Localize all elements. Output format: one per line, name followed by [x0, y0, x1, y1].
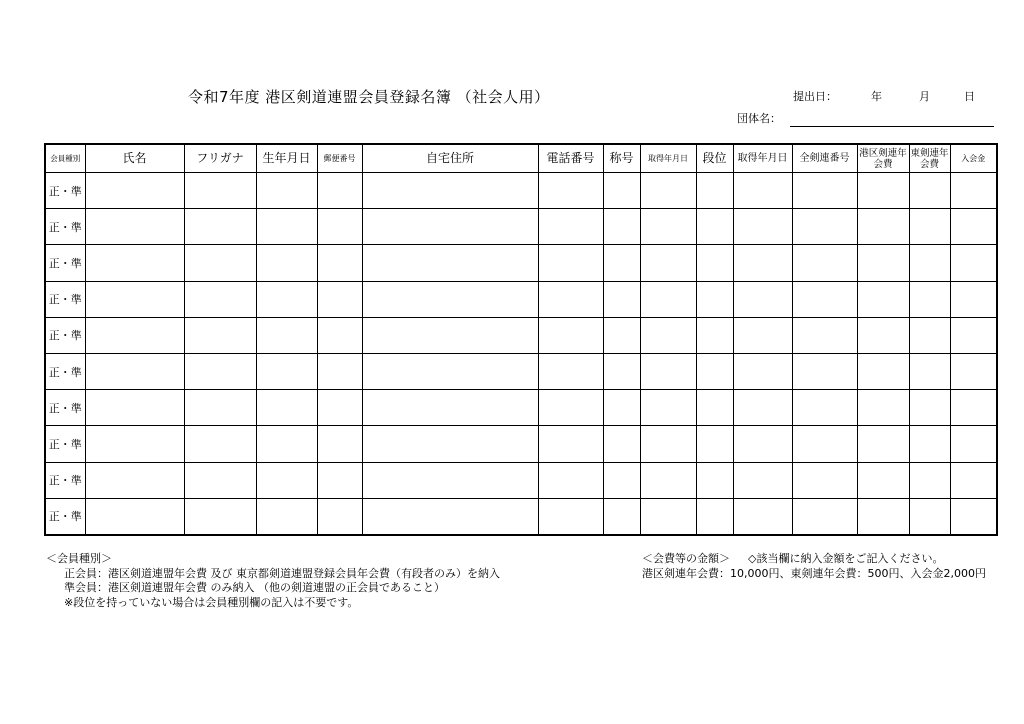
entry-cell[interactable] [85, 426, 184, 462]
entry-cell[interactable] [603, 498, 640, 535]
entry-cell[interactable] [696, 390, 733, 426]
entry-cell[interactable] [696, 498, 733, 535]
entry-cell[interactable] [792, 353, 857, 389]
submit-year-label: 年 [871, 90, 882, 103]
entry-cell[interactable] [184, 390, 256, 426]
entry-cell[interactable] [362, 462, 538, 498]
entry-cell[interactable] [538, 390, 603, 426]
entry-cell[interactable] [733, 353, 792, 389]
entry-cell[interactable] [362, 317, 538, 353]
col-minato-fee: 港区剣連年会費 [857, 144, 909, 173]
col-rank: 段位 [696, 144, 733, 173]
col-name: 氏名 [85, 144, 184, 173]
table-row [45, 173, 997, 209]
entry-cell[interactable] [950, 317, 997, 353]
entry-cell[interactable] [909, 281, 950, 317]
entry-cell[interactable] [603, 173, 640, 209]
entry-cell[interactable] [950, 281, 997, 317]
entry-cell[interactable] [640, 426, 696, 462]
entry-cell[interactable] [85, 462, 184, 498]
entry-cell[interactable] [317, 317, 362, 353]
entry-cell[interactable] [733, 498, 792, 535]
entry-cell[interactable] [538, 498, 603, 535]
fee-amounts: 港区剣連年会費：10,000円、東剣連年会費：500円、入会金2,000円 [642, 566, 986, 580]
entry-cell[interactable] [85, 281, 184, 317]
entry-cell[interactable] [792, 317, 857, 353]
col-furigana: フリガナ [184, 144, 256, 173]
entry-cell[interactable] [184, 209, 256, 245]
submit-day-label: 日 [964, 90, 975, 103]
table-row [45, 426, 997, 462]
entry-cell[interactable] [85, 317, 184, 353]
entry-cell[interactable] [85, 353, 184, 389]
entry-cell[interactable] [909, 353, 950, 389]
entry-cell[interactable] [603, 462, 640, 498]
entry-cell[interactable] [696, 209, 733, 245]
entry-cell[interactable] [362, 498, 538, 535]
entry-cell[interactable] [640, 173, 696, 209]
entry-cell[interactable] [538, 462, 603, 498]
entry-cell[interactable] [362, 173, 538, 209]
entry-cell[interactable] [857, 426, 909, 462]
entry-cell[interactable] [950, 390, 997, 426]
entry-cell[interactable] [538, 317, 603, 353]
entry-cell[interactable] [909, 498, 950, 535]
entry-cell[interactable] [603, 353, 640, 389]
entry-cell[interactable] [950, 498, 997, 535]
entry-cell[interactable] [317, 462, 362, 498]
entry-cell[interactable] [184, 245, 256, 281]
entry-cell[interactable] [538, 245, 603, 281]
entry-cell[interactable] [640, 317, 696, 353]
entry-cell[interactable] [256, 353, 317, 389]
fee-notes [642, 552, 986, 581]
entry-cell[interactable] [362, 353, 538, 389]
entry-cell[interactable] [256, 317, 317, 353]
page-title: 令和7年度 港区剣道連盟会員登録名簿 （社会人用） [188, 88, 550, 106]
entry-cell[interactable] [733, 281, 792, 317]
entry-cell[interactable] [603, 426, 640, 462]
entry-cell[interactable] [538, 281, 603, 317]
entry-cell[interactable] [857, 462, 909, 498]
entry-cell[interactable] [640, 462, 696, 498]
member-type-cell[interactable]: 正・準 [45, 317, 85, 353]
entry-cell[interactable] [256, 390, 317, 426]
entry-cell[interactable] [256, 281, 317, 317]
table-row [45, 281, 997, 317]
table-row [45, 245, 997, 281]
entry-cell[interactable] [256, 245, 317, 281]
entry-cell[interactable] [317, 353, 362, 389]
col-phone: 電話番号 [538, 144, 603, 173]
entry-cell[interactable] [256, 426, 317, 462]
entry-cell[interactable] [317, 426, 362, 462]
entry-cell[interactable] [950, 209, 997, 245]
entry-cell[interactable] [85, 209, 184, 245]
entry-cell[interactable] [733, 426, 792, 462]
entry-cell[interactable] [362, 281, 538, 317]
entry-cell[interactable] [317, 390, 362, 426]
entry-cell[interactable] [696, 317, 733, 353]
entry-cell[interactable] [538, 353, 603, 389]
member-type-cell[interactable]: 正・準 [45, 462, 85, 498]
entry-cell[interactable] [857, 317, 909, 353]
member-type-cell[interactable]: 正・準 [45, 209, 85, 245]
entry-cell[interactable] [733, 173, 792, 209]
entry-cell[interactable] [733, 317, 792, 353]
table-row [45, 209, 997, 245]
member-type-note: 準会員：港区剣道連盟年会費 のみ納入 （他の剣道連盟の正会員であること） [64, 581, 445, 594]
col-zenkenren-number: 全剣連番号 [792, 144, 857, 173]
entry-cell[interactable] [792, 498, 857, 535]
entry-cell[interactable] [857, 245, 909, 281]
entry-cell[interactable] [640, 498, 696, 535]
entry-cell[interactable] [909, 462, 950, 498]
entry-cell[interactable] [362, 209, 538, 245]
entry-cell[interactable] [256, 462, 317, 498]
group-name-label: 団体名： [737, 112, 781, 125]
entry-cell[interactable] [184, 317, 256, 353]
entry-cell[interactable] [362, 390, 538, 426]
entry-cell[interactable] [950, 426, 997, 462]
entry-cell[interactable] [317, 209, 362, 245]
entry-cell[interactable] [603, 281, 640, 317]
entry-cell[interactable] [184, 462, 256, 498]
entry-cell[interactable] [909, 209, 950, 245]
col-entry-fee: 入会金 [950, 144, 997, 173]
member-type-notes [46, 552, 500, 610]
entry-cell[interactable] [640, 209, 696, 245]
entry-cell[interactable] [256, 209, 317, 245]
entry-cell[interactable] [640, 390, 696, 426]
entry-cell[interactable] [857, 209, 909, 245]
entry-cell[interactable] [950, 353, 997, 389]
entry-cell[interactable] [362, 245, 538, 281]
col-birthdate: 生年月日 [256, 144, 317, 173]
entry-cell[interactable] [696, 462, 733, 498]
member-type-cell[interactable]: 正・準 [45, 426, 85, 462]
entry-cell[interactable] [733, 209, 792, 245]
submit-month-label: 月 [919, 90, 930, 103]
member-type-cell[interactable]: 正・準 [45, 390, 85, 426]
entry-cell[interactable] [696, 426, 733, 462]
entry-cell[interactable] [792, 462, 857, 498]
entry-cell[interactable] [950, 173, 997, 209]
member-type-cell[interactable]: 正・準 [45, 353, 85, 389]
member-type-note: 正会員：港区剣道連盟年会費 及び 東京都剣道連盟登録会員年会費（有段者のみ）を納入 [64, 566, 500, 580]
entry-cell[interactable] [696, 353, 733, 389]
entry-cell[interactable] [792, 426, 857, 462]
entry-cell[interactable] [184, 281, 256, 317]
table-row [45, 317, 997, 353]
member-type-cell[interactable]: 正・準 [45, 498, 85, 535]
entry-cell[interactable] [184, 173, 256, 209]
fee-instruction: ◇該当欄に納入金額をご記入ください。 [748, 552, 944, 565]
entry-cell[interactable] [950, 245, 997, 281]
entry-cell[interactable] [857, 390, 909, 426]
entry-cell[interactable] [317, 173, 362, 209]
entry-cell[interactable] [538, 173, 603, 209]
entry-cell[interactable] [696, 281, 733, 317]
fee-heading: ＜会費等の金額＞ [642, 552, 730, 565]
entry-cell[interactable] [317, 281, 362, 317]
entry-cell[interactable] [640, 245, 696, 281]
entry-cell[interactable] [909, 173, 950, 209]
entry-cell[interactable] [538, 426, 603, 462]
table-row [45, 390, 997, 426]
col-postal-code: 郵便番号 [317, 144, 362, 173]
entry-cell[interactable] [857, 173, 909, 209]
col-title-date: 取得年月日 [640, 144, 696, 173]
member-type-cell[interactable]: 正・準 [45, 173, 85, 209]
entry-cell[interactable] [603, 209, 640, 245]
entry-cell[interactable] [696, 173, 733, 209]
entry-cell[interactable] [603, 317, 640, 353]
entry-cell[interactable] [85, 498, 184, 535]
entry-cell[interactable] [696, 245, 733, 281]
col-address: 自宅住所 [362, 144, 538, 173]
entry-cell[interactable] [792, 281, 857, 317]
member-type-cell[interactable]: 正・準 [45, 245, 85, 281]
entry-cell[interactable] [950, 462, 997, 498]
entry-cell[interactable] [85, 245, 184, 281]
entry-cell[interactable] [909, 390, 950, 426]
entry-cell[interactable] [909, 245, 950, 281]
entry-cell[interactable] [792, 173, 857, 209]
entry-cell[interactable] [256, 173, 317, 209]
member-type-cell[interactable]: 正・準 [45, 281, 85, 317]
submit-date-label: 提出日： [793, 90, 837, 103]
entry-cell[interactable] [256, 498, 317, 535]
col-tokyo-fee: 東剣連年会費 [909, 144, 950, 173]
entry-cell[interactable] [184, 353, 256, 389]
entry-cell[interactable] [85, 173, 184, 209]
entry-cell[interactable] [538, 209, 603, 245]
member-type-heading: ＜会員種別＞ [46, 552, 112, 565]
entry-cell[interactable] [640, 281, 696, 317]
col-title: 称号 [603, 144, 640, 173]
entry-cell[interactable] [733, 245, 792, 281]
entry-cell[interactable] [733, 462, 792, 498]
entry-cell[interactable] [909, 426, 950, 462]
registration-table [44, 143, 998, 536]
table-header-row [45, 144, 997, 173]
entry-cell[interactable] [857, 498, 909, 535]
entry-cell[interactable] [603, 390, 640, 426]
entry-cell[interactable] [317, 498, 362, 535]
entry-cell[interactable] [85, 390, 184, 426]
table-row [45, 498, 997, 535]
group-name-field[interactable] [790, 126, 994, 127]
entry-cell[interactable] [603, 245, 640, 281]
entry-cell[interactable] [733, 390, 792, 426]
entry-cell[interactable] [909, 317, 950, 353]
entry-cell[interactable] [317, 245, 362, 281]
entry-cell[interactable] [857, 353, 909, 389]
entry-cell[interactable] [792, 390, 857, 426]
col-member-type: 会員種別 [45, 144, 85, 173]
col-rank-date: 取得年月日 [733, 144, 792, 173]
table-row [45, 462, 997, 498]
entry-cell[interactable] [792, 245, 857, 281]
member-type-note: ※段位を持っていない場合は会員種別欄の記入は不要です。 [64, 595, 359, 609]
entry-cell[interactable] [640, 353, 696, 389]
entry-cell[interactable] [362, 426, 538, 462]
table-row [45, 353, 997, 389]
entry-cell[interactable] [184, 498, 256, 535]
entry-cell[interactable] [792, 209, 857, 245]
entry-cell[interactable] [857, 281, 909, 317]
entry-cell[interactable] [184, 426, 256, 462]
